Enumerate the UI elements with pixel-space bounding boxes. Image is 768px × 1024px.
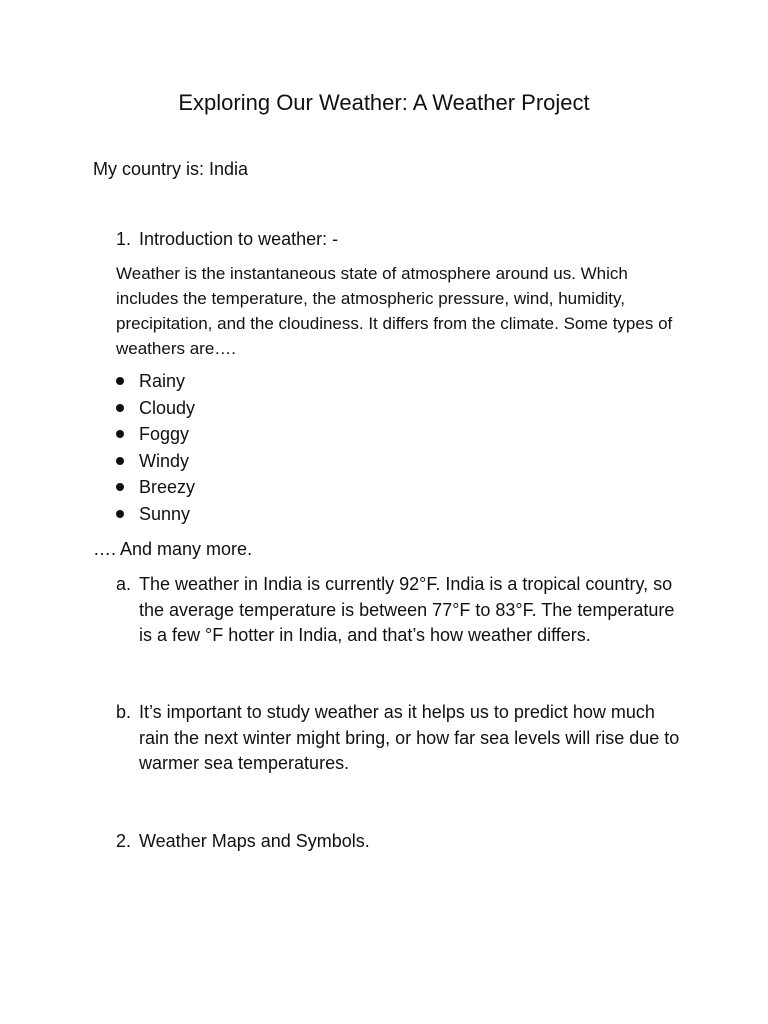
- weather-types-list: [116, 368, 195, 528]
- weather-type-label: Breezy: [139, 477, 196, 498]
- section-1-heading: [116, 226, 338, 252]
- sub-item-b-text: It’s important to study weather as it helps us to predict how much rain the next winter might bring, or how far sea levels will rise due to warmer sea temperatures.: [139, 702, 680, 773]
- and-many-more-text: …. And many more.: [93, 539, 253, 559]
- section-2-title: Weather Maps and Symbols.: [139, 831, 370, 851]
- list-item: [116, 368, 195, 395]
- sub-item-a-text: The weather in India is currently 92°F. India is a tropical country, so the average temperature is between 77°F to 83°F. The temperature is a few °F hotter in India, and that’s how weather differs.: [139, 574, 675, 645]
- list-item: [116, 474, 195, 501]
- intro-paragraph: Weather is the instantaneous state of atmosphere around us. Which includes the temperature, the atmospheric pressure, wind, humidity, precipitation, and the cloudiness. It differs from the climate. Some types of weathers are….: [116, 264, 673, 358]
- sub-item-b-marker: b.: [116, 702, 132, 722]
- sub-item-b: [116, 700, 686, 777]
- list-item: [116, 448, 195, 475]
- bullet-icon: [116, 430, 124, 438]
- document-title: Exploring Our Weather: A Weather Project: [178, 90, 590, 115]
- bullet-icon: [116, 404, 124, 412]
- weather-type-label: Rainy: [139, 371, 186, 391]
- list-item: [116, 501, 195, 528]
- section-1-title: Introduction to weather: -: [139, 229, 339, 249]
- sub-item-a: [116, 572, 686, 649]
- bullet-icon: [116, 483, 124, 491]
- country-line: My country is: India: [93, 159, 249, 179]
- bullet-icon: [116, 457, 124, 465]
- weather-type-label: Foggy: [139, 424, 190, 445]
- weather-type-label: Cloudy: [139, 397, 196, 418]
- bullet-icon: [116, 377, 124, 385]
- section-2-heading: [116, 828, 370, 854]
- list-item: [116, 395, 195, 422]
- weather-type-label: Sunny: [139, 503, 191, 524]
- section-1-number: 1.: [116, 229, 132, 249]
- list-item: [116, 421, 195, 448]
- section-2-number: 2.: [116, 831, 132, 851]
- bullet-icon: [116, 510, 124, 518]
- sub-item-a-marker: a.: [116, 574, 132, 594]
- weather-type-label: Windy: [139, 450, 190, 471]
